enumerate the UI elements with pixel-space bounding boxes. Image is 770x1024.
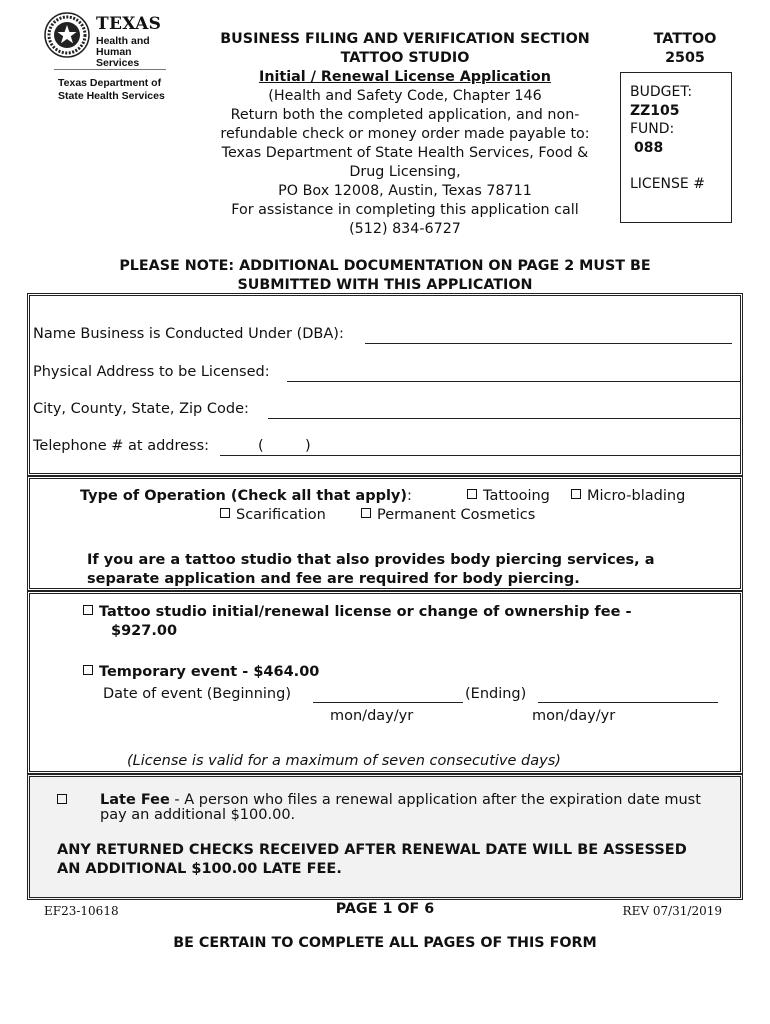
logo-agency: Health and Human Services: [96, 35, 150, 69]
form-id: EF23-10618: [44, 904, 119, 918]
event-end-field[interactable]: [538, 702, 718, 703]
permanent-cosmetics-checkbox[interactable]: [361, 508, 371, 518]
piercing-note-line: separate application and fee are required for body piercing.: [87, 571, 580, 587]
business-info-section: [27, 293, 743, 476]
operation-type-section: [27, 476, 743, 591]
studio-title: TATTOO STUDIO: [340, 50, 470, 66]
option-label: Tattooing: [483, 488, 550, 504]
warning-line: AN ADDITIONAL $100.00 LATE FEE.: [57, 861, 342, 877]
temporary-event-option[interactable]: [83, 664, 319, 680]
header-line: Drug Licensing,: [349, 164, 461, 180]
fund-label: FUND:: [630, 121, 675, 137]
operation-label-colon: :: [407, 488, 412, 504]
option-tattooing[interactable]: [467, 488, 550, 504]
header-line: Return both the completed application, and non-: [230, 107, 580, 123]
license-validity-note: (License is valid for a maximum of seven consecutive days): [127, 753, 561, 769]
late-fee-checkbox[interactable]: [57, 794, 67, 804]
late-fee-text: [100, 793, 740, 823]
logo-state: TEXAS: [96, 14, 162, 34]
option-scarification[interactable]: [220, 507, 326, 523]
tattooing-checkbox[interactable]: [467, 489, 477, 499]
initial-fee-label: Tattoo studio initial/renewal license or change of ownership fee -: [99, 604, 632, 620]
city-field[interactable]: [268, 418, 740, 419]
budget-label: BUDGET:: [630, 84, 693, 100]
address-field[interactable]: [287, 381, 740, 382]
temporary-event-label: Temporary event - $464.00: [99, 664, 320, 680]
option-label: Permanent Cosmetics: [377, 507, 536, 523]
micro-blading-checkbox[interactable]: [571, 489, 581, 499]
texas-seal-icon: [44, 12, 90, 58]
section-title: BUSINESS FILING AND VERIFICATION SECTION: [220, 31, 590, 47]
dshs-logo: [44, 12, 174, 107]
header-line: For assistance in completing this application call: [231, 202, 579, 218]
operation-label-text: Type of Operation (Check all that apply): [80, 488, 408, 504]
piercing-note-line: If you are a tattoo studio that also provides body piercing services, a: [87, 552, 655, 568]
piercing-note: [87, 551, 655, 589]
phone-paren-open: (: [258, 438, 264, 454]
late-fee-desc-cont: pay an additional $100.00.: [100, 807, 296, 823]
event-begin-field[interactable]: [313, 702, 463, 703]
temporary-event-checkbox[interactable]: [83, 665, 93, 675]
returned-check-warning: [57, 841, 687, 879]
documentation-note: [60, 257, 710, 295]
budget-value: ZZ105: [630, 102, 680, 119]
note-line: PLEASE NOTE: ADDITIONAL DOCUMENTATION ON PAGE 2 MUST BE: [119, 258, 651, 274]
header-line: (Health and Safety Code, Chapter 146: [268, 88, 542, 104]
operation-label: [80, 488, 412, 504]
city-label: City, County, State, Zip Code:: [33, 401, 249, 417]
header-line: (512) 834-6727: [349, 221, 461, 237]
scarification-checkbox[interactable]: [220, 508, 230, 518]
header-line: PO Box 12008, Austin, Texas 78711: [278, 183, 532, 199]
option-micro-blading[interactable]: [571, 488, 685, 504]
note-line: SUBMITTED WITH THIS APPLICATION: [237, 277, 533, 293]
begin-date-format: mon/day/yr: [330, 708, 414, 724]
budget-box: [620, 72, 732, 223]
fees-section: [27, 591, 743, 774]
header-line: Texas Department of State Health Services, Food &: [221, 145, 589, 161]
logo-department: Texas Department of State Health Services: [58, 77, 165, 102]
form-code-label: TATTOO: [653, 31, 717, 47]
option-label: Micro-blading: [587, 488, 686, 504]
license-label: LICENSE #: [630, 176, 705, 192]
late-fee-desc: - A person who files a renewal application after the expiration date must: [169, 792, 701, 808]
dba-label: Name Business is Conducted Under (DBA):: [33, 326, 344, 342]
event-begin-label: Date of event (Beginning): [103, 686, 291, 702]
initial-fee-amount: $927.00: [111, 623, 178, 639]
address-label: Physical Address to be Licensed:: [33, 364, 270, 380]
late-fee-option[interactable]: [57, 793, 73, 809]
late-fee-title: Late Fee: [100, 792, 170, 808]
page-number: PAGE 1 OF 6: [335, 901, 435, 917]
form-code: [630, 30, 740, 68]
phone-field[interactable]: [220, 455, 740, 456]
initial-fee-option[interactable]: [83, 603, 631, 641]
header-line: refundable check or money order made payable to:: [220, 126, 590, 142]
late-fee-section: [27, 774, 743, 900]
option-permanent-cosmetics[interactable]: [361, 507, 535, 523]
warning-line: ANY RETURNED CHECKS RECEIVED AFTER RENEWAL DATE WILL BE ASSESSED: [57, 842, 687, 858]
end-date-format: mon/day/yr: [532, 708, 616, 724]
phone-label: Telephone # at address:: [33, 438, 210, 454]
option-label: Scarification: [236, 507, 326, 523]
initial-fee-checkbox[interactable]: [83, 605, 93, 615]
form-header: [190, 30, 620, 239]
completion-reminder: BE CERTAIN TO COMPLETE ALL PAGES OF THIS FORM: [173, 935, 597, 951]
logo-divider: [54, 69, 166, 70]
form-code-number: 2505: [665, 50, 705, 66]
revision-date: REV 07/31/2019: [622, 904, 722, 918]
event-end-label: (Ending): [465, 686, 527, 702]
fund-value: 088: [634, 139, 664, 156]
dba-field[interactable]: [365, 343, 732, 344]
phone-paren-close: ): [305, 438, 311, 454]
application-title: Initial / Renewal License Application: [259, 69, 551, 85]
